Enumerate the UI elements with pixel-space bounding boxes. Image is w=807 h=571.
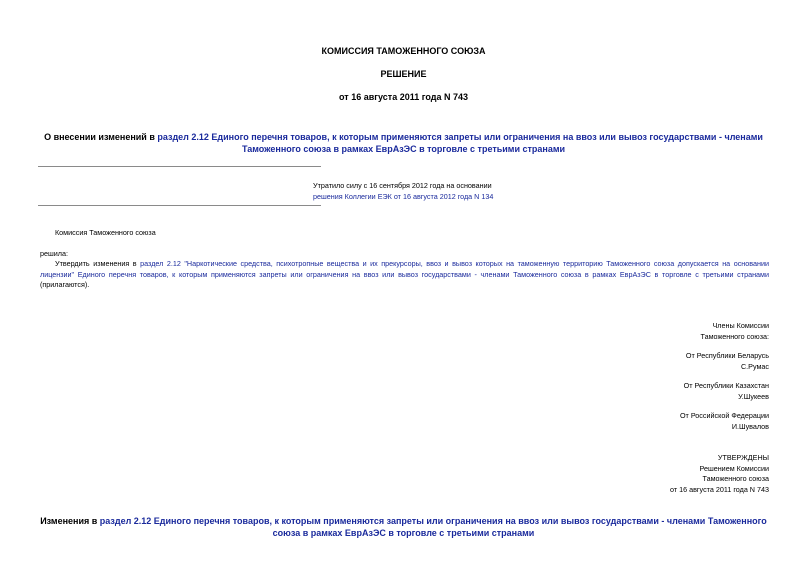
status-link[interactable]: решения Коллегии ЕЭК от 16 августа 2012 года N 134 [313,192,494,201]
decision-paragraph [40,259,769,291]
separator-line [38,166,321,167]
document-type: РЕШЕНИЕ [380,69,427,79]
approved-line-2: Решением Комиссии [699,463,769,473]
paragraph-link[interactable]: раздел 2.12 "Наркотические средства, психотропные вещества и их прекурсоры, ввоз и вывоз которых на таможенную территорию Таможенного союза допускается на основании лицензии" Единого перечня товаров, к которым применяются запреты или ограничения на ввоз или вывоз государствами - членами Таможенного союза в рамках ЕврАзЭС в торговле с третьими странами [40,259,769,279]
signature-russia [680,411,769,432]
annex-link-line2[interactable]: союза в рамках ЕврАзЭС в торговле с третьими странами [272,528,535,538]
title-link[interactable]: раздел 2.12 Единого перечня товаров, к которым применяются запреты или ограничения на ввоз или вывоз государствами - членами [157,132,763,142]
commission-members [701,321,769,342]
russia-name: И.Шувалов [731,421,769,431]
decision-title [0,131,807,155]
annex-title [0,515,807,539]
russia-country: От Российской Федерации [679,411,769,420]
document-date: от 16 августа 2011 года N 743 [339,92,468,102]
paragraph-end: (прилагаются). [40,280,90,290]
signature-belarus [686,351,769,372]
annex-link[interactable]: раздел 2.12 Единого перечня товаров, к которым применяются запреты или ограничения на ввоз или вывоз государствами - членами Таможенного [99,516,767,526]
signature-kazakhstan [684,381,769,402]
belarus-country: От Республики Беларусь [685,351,769,360]
approved-line-4: от 16 августа 2011 года N 743 [670,484,769,494]
status-line: Утратило силу с 16 сентября 2012 года на основании [313,181,492,190]
decided-text: решила: [40,249,68,258]
title-prefix: О внесении изменений в [44,132,158,142]
belarus-name: С.Румас [740,361,769,371]
members-line-2: Таможенного союза: [700,331,769,341]
approval-block [670,453,769,495]
separator-line-2 [38,205,321,206]
paragraph-start: Утвердить изменения в [55,259,141,268]
kazakhstan-country: От Республики Казахстан [683,381,769,390]
status-note [313,180,493,202]
annex-prefix: Изменения в [40,516,100,526]
approved-line-3: Таможенного союза [702,474,769,484]
kazakhstan-name: У.Шукеев [738,391,769,401]
issuer-text: Комиссия Таможенного союза [55,228,156,237]
members-line-1: Члены Комиссии [712,321,769,330]
approved-line-1: УТВЕРЖДЕНЫ [717,453,769,462]
title-link-line2[interactable]: Таможенного союза в рамках ЕврАзЭС в торговле с третьими странами [241,144,566,154]
commission-name: КОМИССИЯ ТАМОЖЕННОГО СОЮЗА [321,46,486,56]
